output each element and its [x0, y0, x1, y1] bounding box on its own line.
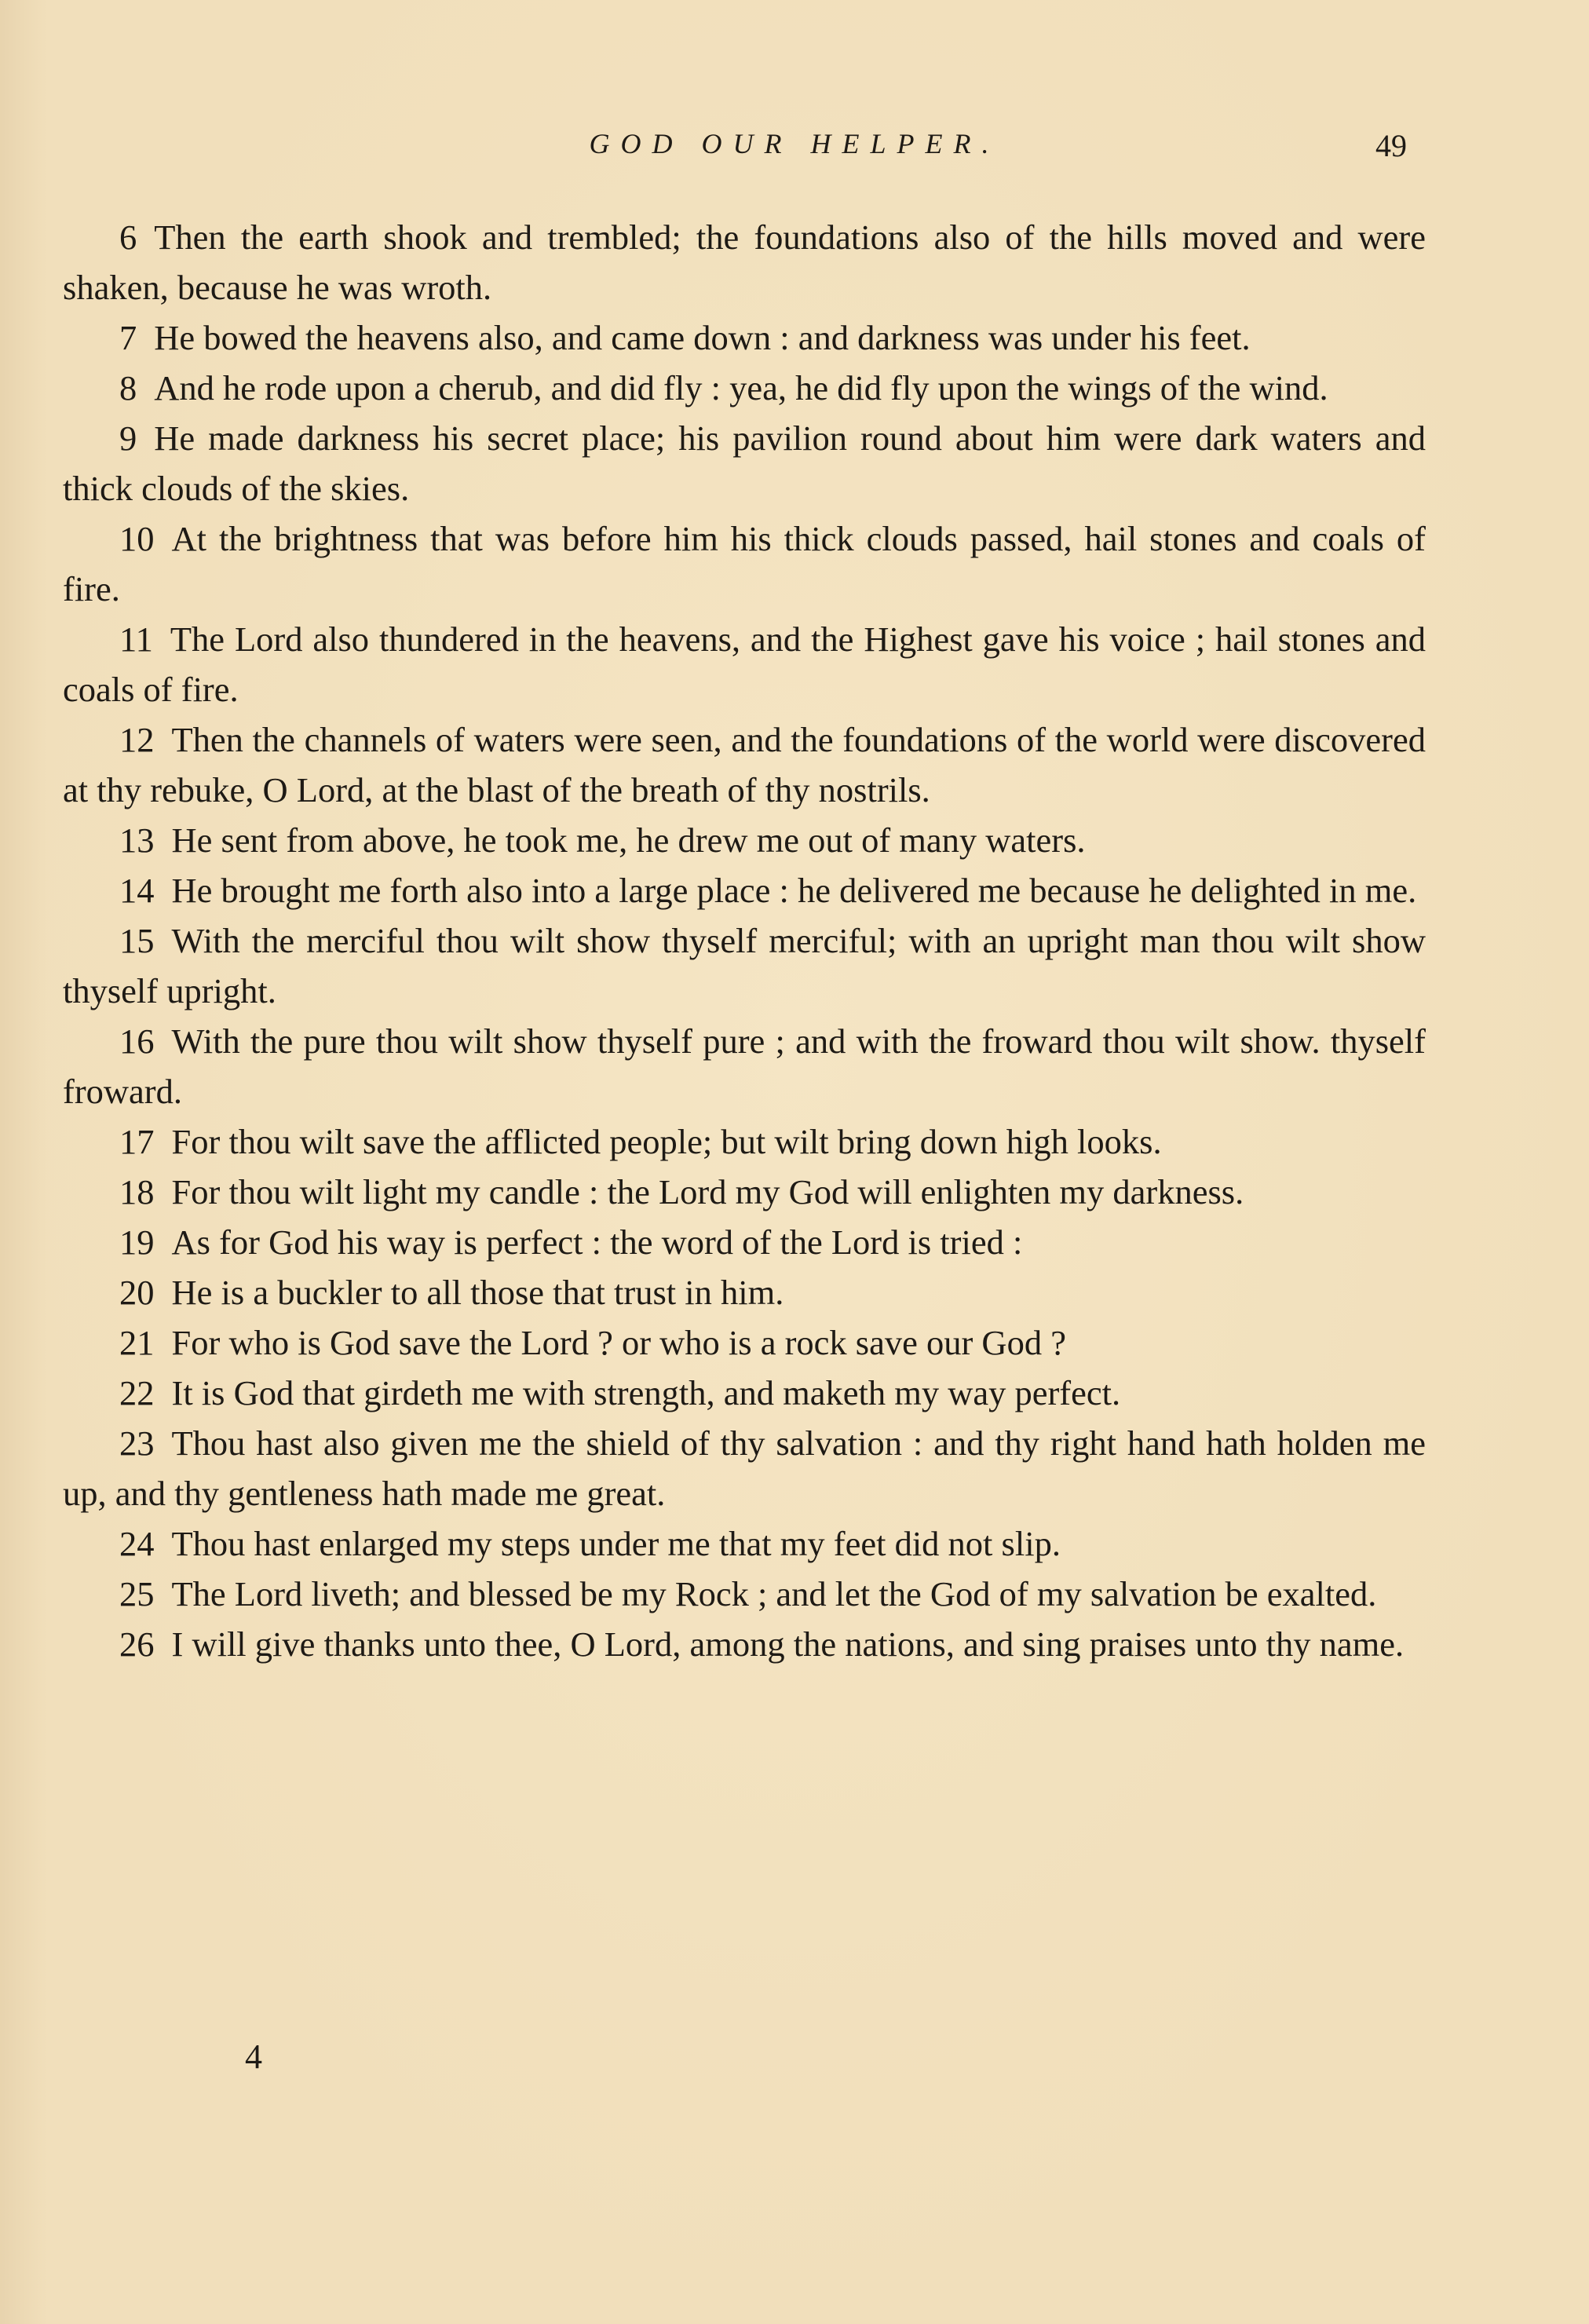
verse-number: 13: [119, 820, 155, 860]
verse-24: [63, 1518, 1426, 1569]
verse-body: And he rode upon a cherub, and did fly : yea, he did fly upon the wings of the wind.: [154, 368, 1328, 407]
verse-6: [63, 212, 1426, 312]
verse-11: [63, 614, 1426, 714]
verse-body: He brought me forth also into a large place : he delivered me because he delighted in me.: [171, 871, 1417, 910]
verse-number: 15: [119, 921, 155, 960]
verse-20: [63, 1267, 1426, 1317]
verse-number: 12: [119, 720, 155, 759]
verse-body: For thou wilt light my candle : the Lord my God will enlighten my darkness.: [171, 1172, 1244, 1211]
verse-number: 16: [119, 1021, 155, 1061]
verse-body: I will give thanks unto thee, O Lord, among the nations, and sing praises unto thy name.: [171, 1624, 1405, 1664]
verse-body: The Lord liveth; and blessed be my Rock ; and let the God of my salvation be exalted.: [171, 1574, 1377, 1613]
verse-body: He bowed the heavens also, and came down : and darkness was under his feet.: [154, 318, 1251, 357]
verse-9: [63, 413, 1426, 513]
verse-15: [63, 915, 1426, 1016]
verse-body: It is God that girdeth me with strength, and maketh my way perfect.: [171, 1373, 1121, 1412]
running-title: GOD OUR HELPER.: [589, 128, 1000, 159]
verse-16: [63, 1016, 1426, 1116]
verse-number: 18: [119, 1172, 155, 1211]
verse-17: [63, 1116, 1426, 1167]
verse-body: Then the earth shook and trembled; the foundations also of the hills moved and were shaken, because he was wroth.: [63, 217, 1426, 307]
verse-26: [63, 1619, 1426, 1669]
verse-number: 25: [119, 1574, 155, 1613]
verse-number: 26: [119, 1624, 155, 1664]
verse-body: He is a buckler to all those that trust in him.: [171, 1273, 784, 1312]
verse-body: Then the channels of waters were seen, and the foundations of the world were discovered at thy rebuke, O Lord, at the blast of the breath of thy nostrils.: [63, 720, 1426, 809]
verse-22: [63, 1368, 1426, 1418]
verse-body: The Lord also thundered in the heavens, and the Highest gave his voice ; hail stones and coals of fire.: [63, 619, 1426, 709]
verse-number: 8: [119, 368, 137, 407]
verse-body: He made darkness his secret place; his pavilion round about him were dark waters and thick clouds of the skies.: [63, 418, 1426, 508]
verse-text: [63, 212, 1426, 1669]
verse-body: With the merciful thou wilt show thyself merciful; with an upright man thou wilt show thyself upright.: [63, 921, 1426, 1010]
verse-number: 7: [119, 318, 137, 357]
page-number: 49: [1375, 128, 1407, 163]
verse-8: [63, 363, 1426, 413]
verse-body: With the pure thou wilt show thyself pure ; and with the froward thou wilt show. thyself froward.: [63, 1021, 1426, 1111]
verse-number: 24: [119, 1524, 155, 1563]
verse-body: He sent from above, he took me, he drew me out of many waters.: [171, 820, 1086, 860]
verse-number: 17: [119, 1122, 155, 1161]
verse-number: 14: [119, 871, 155, 910]
verse-21: [63, 1317, 1426, 1368]
page-header: [0, 127, 1589, 174]
verse-number: 10: [119, 519, 155, 558]
signature-mark: 4: [245, 2037, 262, 2076]
verse-body: For thou wilt save the afflicted people; but wilt bring down high looks.: [171, 1122, 1162, 1161]
verse-12: [63, 714, 1426, 815]
verse-13: [63, 815, 1426, 865]
verse-number: 19: [119, 1222, 155, 1262]
verse-number: 11: [119, 619, 153, 659]
verse-number: 22: [119, 1373, 155, 1412]
verse-10: [63, 513, 1426, 614]
verse-19: [63, 1217, 1426, 1267]
verse-25: [63, 1569, 1426, 1619]
verse-body: Thou hast also given me the shield of thy salvation : and thy right hand hath holden me up, and thy gentleness hath made me great.: [63, 1423, 1426, 1513]
verse-body: At the brightness that was before him his thick clouds passed, hail stones and coals of fire.: [63, 519, 1426, 608]
verse-14: [63, 865, 1426, 915]
verse-body: For who is God save the Lord ? or who is a rock save our God ?: [171, 1323, 1066, 1362]
verse-number: 6: [119, 217, 137, 257]
verse-body: Thou hast enlarged my steps under me that my feet did not slip.: [171, 1524, 1061, 1563]
verse-body: As for God his way is perfect : the word of the Lord is tried :: [171, 1222, 1023, 1262]
verse-18: [63, 1167, 1426, 1217]
verse-number: 9: [119, 418, 137, 458]
verse-number: 21: [119, 1323, 155, 1362]
verse-number: 20: [119, 1273, 155, 1312]
verse-23: [63, 1418, 1426, 1518]
verse-7: [63, 312, 1426, 363]
verse-number: 23: [119, 1423, 155, 1463]
